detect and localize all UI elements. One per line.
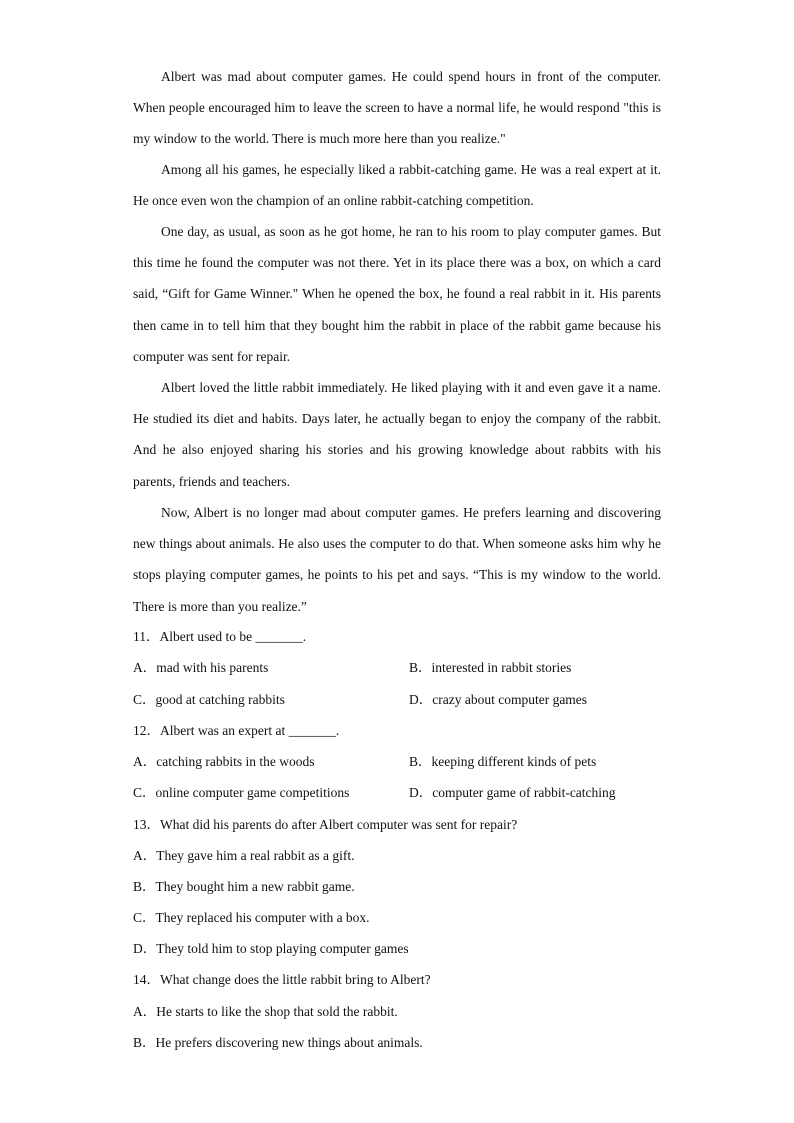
question-12-stem: 12．Albert was an expert at _______. <box>133 723 340 738</box>
question-11-option-a[interactable]: A．mad with his parents <box>133 660 269 675</box>
passage-paragraph-1: Albert was mad about computer games. He could spend hours in front of the computer. When people encouraged him to leave the screen to have a normal life, he would respond "this is my window to the world. There is much more here than you realize." <box>133 69 661 147</box>
question-13-option-c[interactable]: C．They replaced his computer with a box. <box>133 910 370 925</box>
question-14-option-a[interactable]: A．He starts to like the shop that sold the rabbit. <box>133 1004 398 1019</box>
question-12-option-a[interactable]: A．catching rabbits in the woods <box>133 754 315 769</box>
question-14-stem: 14．What change does the little rabbit bring to Albert? <box>133 972 431 987</box>
question-11-option-b[interactable]: B．interested in rabbit stories <box>409 660 572 675</box>
question-12-option-c[interactable]: C．online computer game competitions <box>133 785 350 800</box>
question-11-option-c[interactable]: C．good at catching rabbits <box>133 692 285 707</box>
passage-paragraph-4: Albert loved the little rabbit immediately. He liked playing with it and even gave it a name. He studied its diet and habits. Days later, he actually began to enjoy the company of the rabbit. And he also enjoyed sharing his stories and his growing knowledge about rabbits with his parents, friends and teachers. <box>133 380 661 489</box>
question-11-stem: 11．Albert used to be _______. <box>133 629 307 644</box>
passage-paragraph-5: Now, Albert is no longer mad about computer games. He prefers learning and discovering new things about animals. He also uses the computer to do that. When someone asks him why he stops playing computer games, he points to his pet and says. “This is my window to the world. There is more than you realize.” <box>133 505 661 614</box>
question-11-option-d[interactable]: D．crazy about computer games <box>409 692 588 707</box>
question-12-option-d[interactable]: D．computer game of rabbit-catching <box>409 785 616 800</box>
question-13-option-d[interactable]: D．They told him to stop playing computer games <box>133 941 409 956</box>
question-13-stem: 13．What did his parents do after Albert computer was sent for repair? <box>133 817 518 832</box>
passage-paragraph-3: One day, as usual, as soon as he got home, he ran to his room to play computer games. But this time he found the computer was not there. Yet in its place there was a box, on which a card said, “Gift for Game Winner." When he opened the box, he found a real rabbit in it. His parents then came in to tell him that they bought him the rabbit in place of the rabbit game because his computer was sent for repair. <box>133 224 661 364</box>
question-13-option-b[interactable]: B．They bought him a new rabbit game. <box>133 879 355 894</box>
question-13-option-a[interactable]: A．They gave him a real rabbit as a gift. <box>133 848 355 863</box>
question-14-option-b[interactable]: B．He prefers discovering new things about animals. <box>133 1035 423 1050</box>
question-12-option-b[interactable]: B．keeping different kinds of pets <box>409 754 597 769</box>
passage-paragraph-2: Among all his games, he especially liked a rabbit-catching game. He was a real expert at it. He once even won the champion of an online rabbit-catching competition. <box>133 162 661 209</box>
